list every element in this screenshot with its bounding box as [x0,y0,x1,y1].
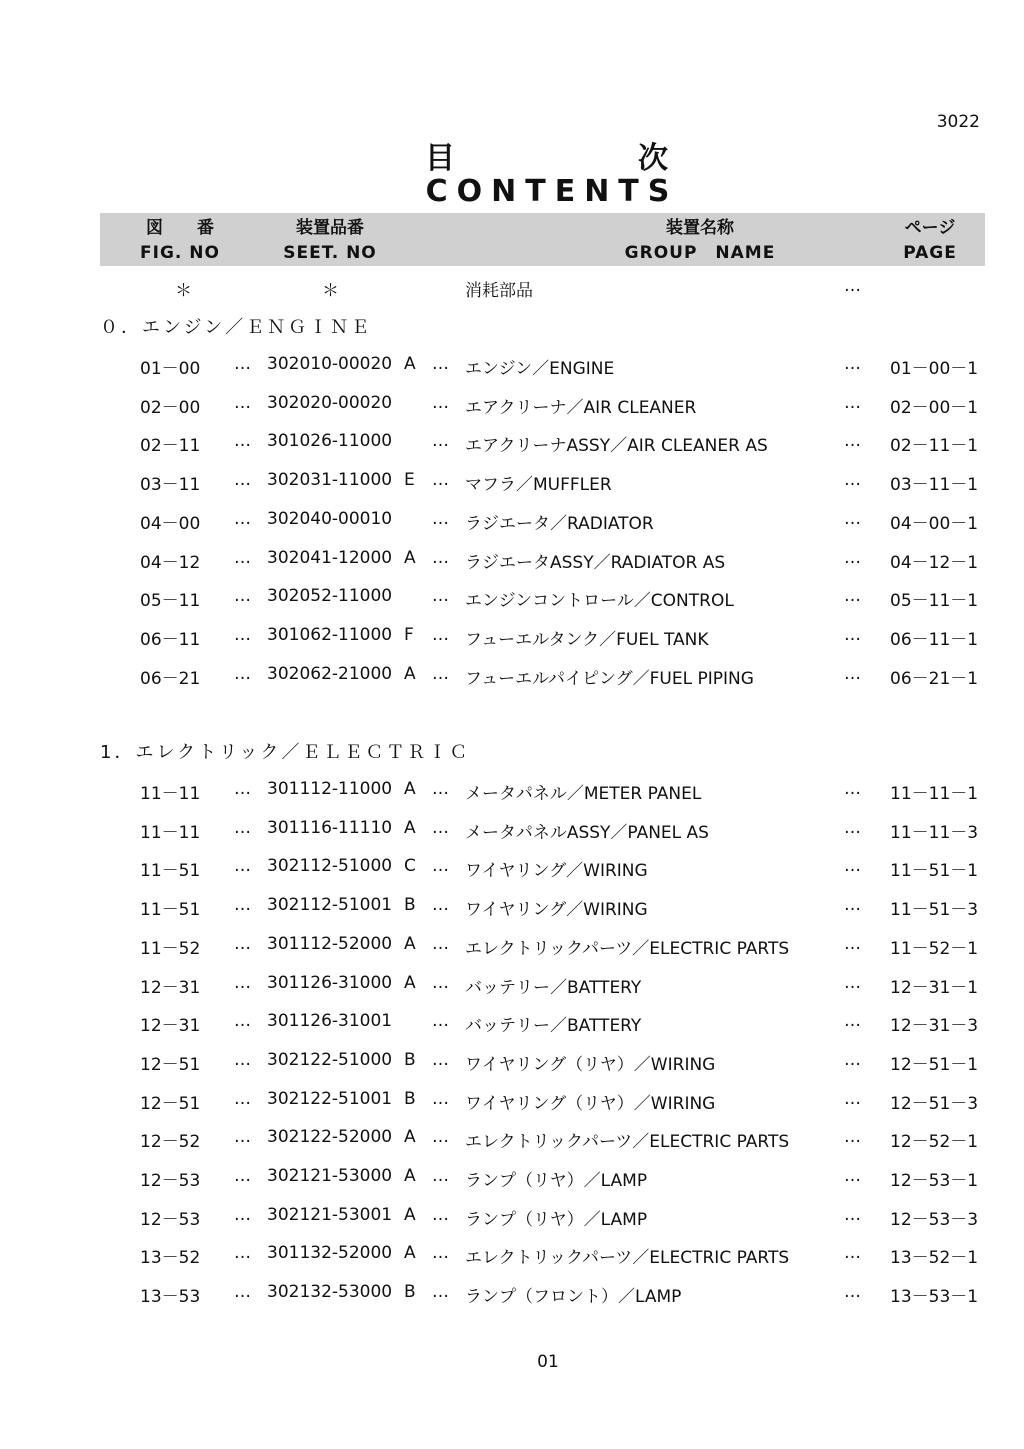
seet-no: 302122-51001 [267,1089,393,1109]
header-page [870,213,990,266]
seet-no: 301112-52000 [267,934,393,954]
seet-no: 302122-52000 [267,1127,393,1147]
title-japanese [0,133,1024,176]
leader-dots: … [844,393,861,413]
seet-no: 302040-00010 [267,509,393,529]
fig-no: 05－11 [140,591,201,611]
group-name: ランプ（リヤ）／LAMP [465,1171,648,1191]
leader-dots: … [844,1205,861,1225]
group-name: ワイヤリング／WIRING [465,861,648,881]
leader-dots: … [432,509,449,529]
page-ref: 12－52－1 [890,1132,979,1152]
leader-dots: … [234,664,251,684]
leader-dots: … [432,586,449,606]
leader-dots: … [234,1282,251,1302]
leader-dots: … [432,470,449,490]
page-ref: 13－52－1 [890,1248,979,1268]
leader-dots: … [844,973,861,993]
revision-letter: F [404,625,414,645]
fig-no: 13－52 [140,1248,201,1268]
leader-dots: … [432,818,449,838]
leader-dots: … [432,625,449,645]
leader-dots: … [234,895,251,915]
section-title: 1．エレクトリック／ＥＬＥＣＴＲＩＣ [100,742,471,763]
leader-dots: … [234,431,251,451]
revision-letter: B [404,895,416,915]
table-row [0,431,1024,459]
revision-letter: B [404,1282,416,1302]
page-ref: 12－51－3 [890,1094,979,1114]
page-ref: 05－11－1 [890,591,979,611]
page-ref: 12－31－1 [890,978,979,998]
revision-letter: A [404,1127,416,1147]
leader-dots: … [844,586,861,606]
seet-no: 302062-21000 [267,664,393,684]
table-row [0,779,1024,807]
leader-dots: … [234,354,251,374]
leader-dots: … [844,1050,861,1070]
seet-no: 301026-11000 [267,431,393,451]
leader-dots: … [234,856,251,876]
seet-no: 301116-11110 [267,818,393,838]
leader-dots: … [844,625,861,645]
leader-dots: … [234,973,251,993]
page-ref: 06－21－1 [890,669,979,689]
consumables-seet: ＊ [322,281,339,301]
table-row [0,1205,1024,1233]
seet-no: 301132-52000 [267,1243,393,1263]
group-name: ラジエータ／RADIATOR [465,514,654,534]
page-ref: 12－51－1 [890,1055,979,1075]
revision-letter: A [404,973,416,993]
group-name: ランプ（リヤ）／LAMP [465,1210,648,1230]
fig-no: 12－52 [140,1132,201,1152]
table-row [0,1011,1024,1039]
group-name: エアクリーナ／AIR CLEANER [465,398,697,418]
seet-no: 301062-11000 [267,625,393,645]
leader-dots: … [844,664,861,684]
table-row [0,625,1024,653]
leader-dots: … [234,1089,251,1109]
page-ref: 02－11－1 [890,436,979,456]
table-row [0,856,1024,884]
fig-no: 12－31 [140,978,201,998]
table-row [0,393,1024,421]
group-name: バッテリー／BATTERY [465,1016,642,1036]
revision-letter: A [404,1166,416,1186]
header-seet-no [270,213,390,266]
leader-dots: … [844,1127,861,1147]
page-ref: 04－12－1 [890,553,979,573]
leader-dots: … [844,934,861,954]
page-ref: 01－00－1 [890,359,979,379]
table-row [0,934,1024,962]
seet-no: 302121-53001 [267,1205,393,1225]
fig-no: 12－51 [140,1055,201,1075]
table-row [0,1050,1024,1078]
leader-dots: … [844,895,861,915]
header-group-name [520,213,880,266]
fig-no: 12－53 [140,1210,201,1230]
fig-no: 06－21 [140,669,201,689]
table-row [0,895,1024,923]
header-page-en: PAGE [903,243,957,263]
page-ref: 12－53－1 [890,1171,979,1191]
table-row [0,664,1024,692]
seet-no: 302132-53000 [267,1282,393,1302]
leader-dots: … [234,1011,251,1031]
table-row [0,548,1024,576]
leader-dots: … [432,431,449,451]
revision-letter: A [404,779,416,799]
leader-dots: … [844,779,861,799]
table-row [0,509,1024,537]
leader-dots: … [432,1243,449,1263]
revision-letter: A [404,934,416,954]
leader-dots: … [844,548,861,568]
leader-dots: … [432,1089,449,1109]
table-row [0,1089,1024,1117]
leader-dots: … [844,1089,861,1109]
page-ref: 03－11－1 [890,475,979,495]
leader-dots: … [234,1166,251,1186]
page-ref: 11－51－3 [890,900,979,920]
seet-no: 302052-11000 [267,586,393,606]
revision-letter: A [404,664,416,684]
group-name: ワイヤリング（リヤ）／WIRING [465,1055,716,1075]
table-header [100,213,985,266]
seet-no: 302112-51000 [267,856,393,876]
seet-no: 302112-51001 [267,895,393,915]
table-row [0,1166,1024,1194]
page-ref: 11－11－1 [890,784,979,804]
title-english: CONTENTS [425,174,679,209]
seet-no: 301126-31000 [267,973,393,993]
fig-no: 11－51 [140,861,201,881]
revision-letter: A [404,354,416,374]
page-ref: 12－53－3 [890,1210,979,1230]
revision-letter: B [404,1089,416,1109]
table-row [0,470,1024,498]
page-ref: 11－52－1 [890,939,979,959]
leader-dots: … [234,470,251,490]
revision-letter: A [404,1205,416,1225]
fig-no: 12－31 [140,1016,201,1036]
section-title: ０．エンジン／ＥＮＧＩＮＥ [100,317,373,338]
table-row [0,586,1024,614]
fig-no: 02－00 [140,398,201,418]
leader-dots: … [432,779,449,799]
fig-no: 01－00 [140,359,201,379]
consumables-name: 消耗部品 [465,281,533,301]
revision-letter: B [404,1050,416,1070]
seet-no: 302031-11000 [267,470,393,490]
fig-no: 06－11 [140,630,201,650]
leader-dots: … [234,625,251,645]
group-name: エンジン／ENGINE [465,359,615,379]
fig-no: 13－53 [140,1287,201,1307]
group-name: エレクトリックパーツ／ELECTRIC PARTS [465,1132,790,1152]
fig-no: 04－12 [140,553,201,573]
table-row [0,818,1024,846]
group-name: ラジエータASSY／RADIATOR AS [465,553,726,573]
group-name: エレクトリックパーツ／ELECTRIC PARTS [465,939,790,959]
group-name: ワイヤリング／WIRING [465,900,648,920]
leader-dots: … [234,1205,251,1225]
leader-dots: … [844,509,861,529]
group-name: エンジンコントロール／CONTROL [465,591,734,611]
leader-dots: … [432,393,449,413]
seet-no: 301112-11000 [267,779,393,799]
leader-dots: … [432,856,449,876]
table-row [0,1282,1024,1310]
leader-dots: … [234,586,251,606]
fig-no: 12－51 [140,1094,201,1114]
leader-dots: … [432,895,449,915]
group-name: フューエルタンク／FUEL TANK [465,630,709,650]
table-row [0,1127,1024,1155]
leader-dots: … [432,934,449,954]
fig-no: 11－51 [140,900,201,920]
table-row [0,1243,1024,1271]
leader-dots: … [844,856,861,876]
consumables-fig: ＊ [175,281,192,301]
leader-dots: … [844,470,861,490]
leader-dots: … [432,973,449,993]
leader-dots: … [432,1011,449,1031]
leader-dots: … [432,1282,449,1302]
page-ref: 12－31－3 [890,1016,979,1036]
leader-dots: … [234,1050,251,1070]
group-name: メータパネルASSY／PANEL AS [465,823,709,843]
leader-dots: … [432,548,449,568]
group-name: バッテリー／BATTERY [465,978,642,998]
fig-no: 11－52 [140,939,201,959]
leader-dots: … [234,548,251,568]
page-ref: 02－00－1 [890,398,979,418]
table-row [0,973,1024,1001]
fig-no: 11－11 [140,784,201,804]
header-group-en: GROUP NAME [624,243,776,263]
leader-dots: … [844,1166,861,1186]
revision-letter: A [404,548,416,568]
title-jp-char-2: 次 [638,141,668,176]
leader-dots: … [234,1243,251,1263]
leader-dots: … [234,779,251,799]
header-fig-en: FIG. NO [140,243,220,263]
title-jp-char-1: 目 [425,141,455,176]
seet-no: 302020-00020 [267,393,393,413]
revision-letter: C [404,856,416,876]
page-ref: 11－51－1 [890,861,979,881]
seet-no: 301126-31001 [267,1011,393,1031]
fig-no: 04－00 [140,514,201,534]
leader-dots: … [844,818,861,838]
fig-no: 03－11 [140,475,201,495]
revision-letter: A [404,818,416,838]
document-number: 3022 [936,112,980,132]
consumables-row [0,276,1024,300]
leader-dots: … [844,1282,861,1302]
table-row [0,354,1024,382]
page-ref: 04－00－1 [890,514,979,534]
header-fig-no [100,213,260,266]
group-name: ワイヤリング（リヤ）／WIRING [465,1094,716,1114]
leader-dots: … [432,1205,449,1225]
group-name: ランプ（フロント）／LAMP [465,1287,682,1307]
header-seet-en: SEET. NO [283,243,377,263]
revision-letter: A [404,1243,416,1263]
page-ref: 11－11－3 [890,823,979,843]
consumables-dots: … [844,276,861,296]
seet-no: 302121-53000 [267,1166,393,1186]
page-ref: 13－53－1 [890,1287,979,1307]
leader-dots: … [234,393,251,413]
group-name: フューエルパイピング／FUEL PIPING [465,669,754,689]
header-page-jp: ページ [904,218,956,238]
leader-dots: … [234,818,251,838]
header-group-jp: 装置名称 [666,218,734,238]
group-name: マフラ／MUFFLER [465,475,612,495]
page-number: 01 [537,1352,559,1372]
leader-dots: … [844,354,861,374]
fig-no: 02－11 [140,436,201,456]
leader-dots: … [234,509,251,529]
seet-no: 302010-00020 [267,354,393,374]
seet-no: 302122-51000 [267,1050,393,1070]
leader-dots: … [432,1050,449,1070]
leader-dots: … [844,1243,861,1263]
fig-no: 12－53 [140,1171,201,1191]
leader-dots: … [432,1166,449,1186]
header-seet-jp: 装置品番 [296,218,364,238]
leader-dots: … [432,664,449,684]
leader-dots: … [844,431,861,451]
group-name: エレクトリックパーツ／ELECTRIC PARTS [465,1248,790,1268]
fig-no: 11－11 [140,823,201,843]
revision-letter: E [404,470,415,490]
leader-dots: … [432,1127,449,1147]
leader-dots: … [844,1011,861,1031]
leader-dots: … [234,934,251,954]
seet-no: 302041-12000 [267,548,393,568]
leader-dots: … [432,354,449,374]
leader-dots: … [234,1127,251,1147]
page-ref: 06－11－1 [890,630,979,650]
group-name: メータパネル／METER PANEL [465,784,702,804]
header-fig-jp: 図 番 [146,218,214,238]
group-name: エアクリーナASSY／AIR CLEANER AS [465,436,768,456]
